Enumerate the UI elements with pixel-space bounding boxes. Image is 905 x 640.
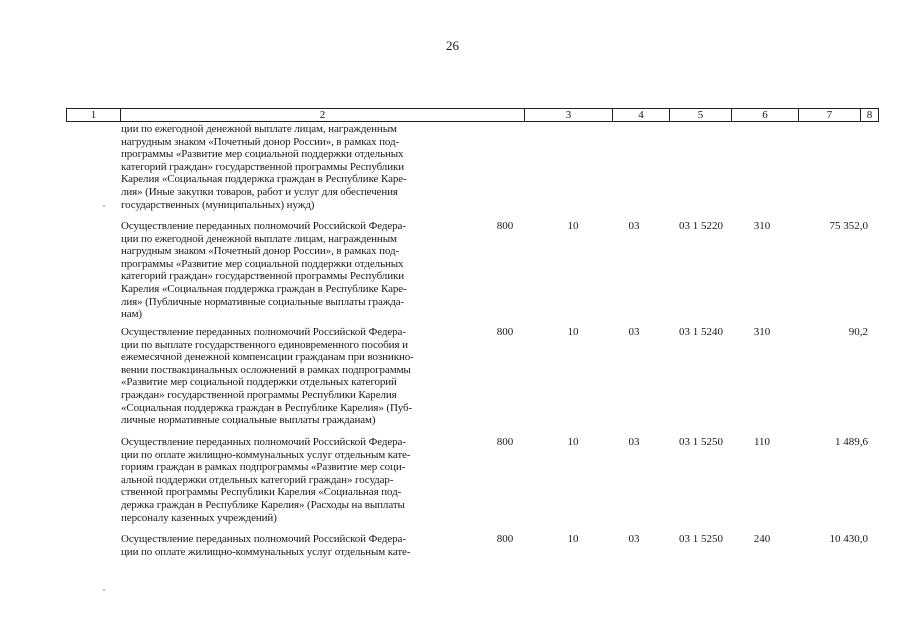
- row-description: ции по ежегодной денежной выплате лицам, награжденным нагрудным знаком «Почетный донор России», в рамках под- программы «Развитие мер социальной поддержки отдельных категорий граждан» государственной программы Республики Карелия «Социальная поддержка граждан в Республике Каре- лия» (Иные закупки товаров, работ и услуг для обеспечения государственных (муниципальных) нужд): [121, 123, 407, 211]
- row-col6-value: 03 1 5220: [679, 220, 723, 232]
- page-number: 26: [446, 38, 459, 53]
- row-col3-value: 800: [496, 533, 514, 545]
- header-cell-4: 4: [612, 109, 669, 121]
- header-cell-6: 6: [731, 109, 798, 121]
- header-cell-5: 5: [669, 109, 731, 121]
- row-description: Осуществление переданных полномочий Российской Федера- ции по выплате государственного единовременного пособия и ежемесячной денежной компенсации гражданам при возникно- вении поствакцинальных осложнений в рамках подпрограммы «Развитие мер социальной поддержки отдельных категорий граждан» государственной программы Республики Карелия «Социальная поддержка граждан в Республике Карелия» (Пуб- личные нормативные социальные выплаты гражданам): [121, 326, 414, 427]
- row-col5-value: 03: [628, 220, 640, 232]
- row-col8-value: 1 489,6: [835, 436, 868, 448]
- row-col4-value: 10: [567, 533, 579, 545]
- row-col3-value: 800: [496, 220, 514, 232]
- row-col8-value: 10 430,0: [829, 533, 868, 545]
- row-col6-value: 03 1 5250: [679, 533, 723, 545]
- header-cell-8: 8: [860, 109, 878, 121]
- row-col7-value: 310: [753, 220, 771, 232]
- row-col5-value: 03: [628, 533, 640, 545]
- row-description: Осуществление переданных полномочий Российской Федера- ции по ежегодной денежной выплате лицам, награжденным нагрудным знаком «Почетный донор России», в рамках под- программы «Развитие мер социальной поддержки отдельных категорий граждан» государственной программы Республики Карелия «Социальная поддержка граждан в Республике Каре- лия» (Публичные нормативные социальные выплаты гражда- нам): [121, 220, 407, 321]
- row-col8-value: 75 352,0: [829, 220, 868, 232]
- row-col3-value: 800: [496, 436, 514, 448]
- row-col4-value: 10: [567, 326, 579, 338]
- row-col7-value: 310: [753, 326, 771, 338]
- row-description: Осуществление переданных полномочий Российской Федера- ции по оплате жилищно-коммунальных услуг отдельным кате- гориям граждан в рамках подпрограммы «Развитие мер соци- альной поддержки отдельных категорий граждан» государ- ственной программы Республики Карелия «Социальная под- держка граждан в Республике Карелия» (Расходы на выплаты персоналу казенных учреждений): [121, 436, 411, 524]
- row-col5-value: 03: [628, 326, 640, 338]
- row-col7-value: 240: [753, 533, 771, 545]
- scan-speck: [103, 205, 105, 207]
- header-cell-1: 1: [90, 109, 97, 121]
- row-col7-value: 110: [753, 436, 771, 448]
- header-cell-7: 7: [798, 109, 860, 121]
- row-col8-value: 90,2: [848, 326, 868, 338]
- row-col5-value: 03: [628, 436, 640, 448]
- table-header-row: [66, 108, 879, 122]
- row-col4-value: 10: [567, 436, 579, 448]
- header-cell-3: 3: [524, 109, 612, 121]
- row-description: Осуществление переданных полномочий Российской Федера- ции по оплате жилищно-коммунальных услуг отдельным кате-: [121, 533, 411, 558]
- row-col6-value: 03 1 5240: [679, 326, 723, 338]
- scan-speck: [103, 589, 105, 591]
- header-cell-2: 2: [120, 109, 524, 121]
- row-col6-value: 03 1 5250: [679, 436, 723, 448]
- row-col3-value: 800: [496, 326, 514, 338]
- row-col4-value: 10: [567, 220, 579, 232]
